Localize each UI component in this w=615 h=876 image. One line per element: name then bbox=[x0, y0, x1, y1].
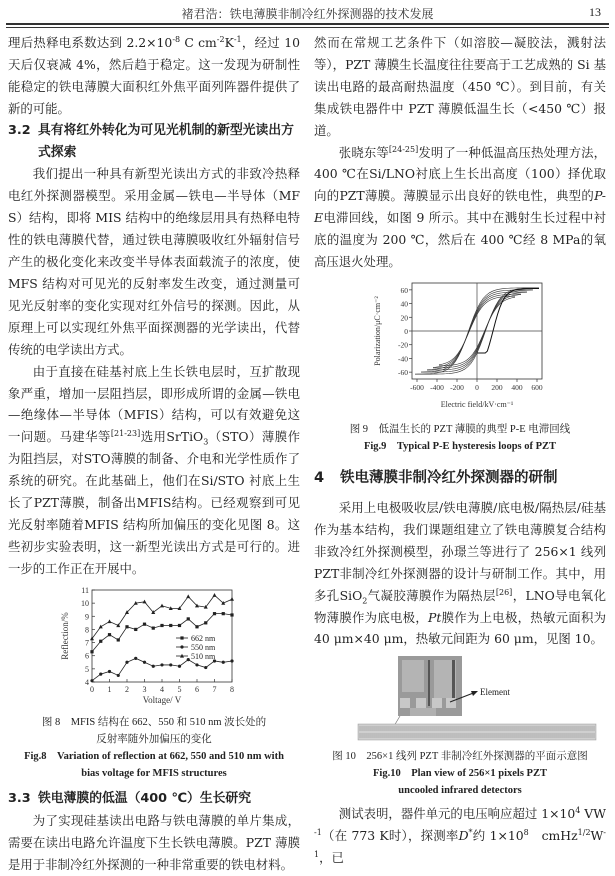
y-tick-label: -60 bbox=[398, 368, 408, 378]
caption-en-2: uncooled infrared detectors bbox=[398, 785, 522, 796]
x-tick-label: -400 bbox=[430, 383, 444, 392]
x-tick-label: 8 bbox=[230, 685, 234, 694]
caption-cn-2: 反射率随外加偏压的变化 bbox=[96, 734, 212, 745]
data-point bbox=[230, 659, 233, 662]
y-tick-label: 9 bbox=[85, 612, 89, 622]
x-tick-label: 0 bbox=[90, 685, 94, 694]
data-point bbox=[152, 627, 155, 630]
legend-label: 510 nm bbox=[191, 652, 216, 661]
data-point bbox=[187, 658, 190, 661]
data-point bbox=[99, 673, 102, 676]
data-point bbox=[213, 593, 217, 597]
x-tick-label: 3 bbox=[142, 685, 147, 694]
y-tick-label: -20 bbox=[398, 340, 408, 350]
x-tick-label: 400 bbox=[511, 383, 523, 392]
data-point bbox=[222, 661, 225, 664]
y-tick-label: 20 bbox=[400, 313, 408, 323]
data-point bbox=[178, 665, 181, 668]
pixel-element bbox=[432, 698, 442, 708]
y-axis-label: Polarization/μC·cm⁻² bbox=[373, 296, 382, 366]
paragraph: 张晓东等[24-25]发明了一种低温高压热处理方法，400 ℃在Si/LNO衬底上生长出高度（100）择优取向的PZT薄膜。薄膜显示出良好的铁电性，典型的P-E电滞回线，如图 9 所示。其中在溅射生长过程中衬底的温度为 200 ℃，然后在 400 ℃经 8 MPa的氧高压退火处理。 bbox=[314, 144, 607, 270]
section-title: 铁电薄膜非制冷红外探测器的研制 bbox=[340, 470, 558, 486]
arrow-head-icon bbox=[471, 691, 478, 696]
section-title: 铁电薄膜的低温（400 ℃）生长研究 bbox=[38, 791, 252, 806]
y-tick-label: 4 bbox=[85, 678, 89, 687]
x-tick-label: 2 bbox=[125, 685, 129, 694]
x-tick-label: 5 bbox=[177, 685, 182, 694]
element-pad bbox=[402, 660, 424, 692]
initial-branch bbox=[477, 289, 539, 353]
paragraph: 为了实现硅基读出电路与铁电薄膜的单片集成，需要在读出电路允许温度下生长铁电薄膜。PZT 薄膜是用于非制冷红外探测的一种非常重要的铁电材料。 bbox=[8, 812, 300, 872]
caption-en-1: Fig.8 Variation of reflection at 662, 550 and 510 nm with bbox=[24, 751, 284, 762]
data-point bbox=[108, 670, 111, 673]
section-title: 具有将红外转化为可见光机制的新型光读出方式探索 bbox=[38, 122, 294, 160]
data-point bbox=[108, 633, 111, 636]
data-point bbox=[125, 661, 128, 664]
section-heading-3-3 bbox=[8, 788, 300, 810]
figure-8-caption bbox=[8, 714, 300, 782]
x-tick-label: 200 bbox=[491, 383, 503, 392]
data-point bbox=[195, 625, 198, 628]
hysteresis-chart bbox=[366, 277, 566, 419]
page-number: 13 bbox=[589, 5, 601, 19]
figure-9-caption bbox=[314, 421, 606, 455]
data-point bbox=[108, 619, 112, 623]
data-point bbox=[160, 624, 163, 627]
y-tick-label: 7 bbox=[85, 638, 89, 648]
data-point bbox=[134, 657, 137, 660]
y-tick-label: 11 bbox=[81, 586, 89, 595]
x-tick-label: 0 bbox=[475, 383, 479, 392]
data-point bbox=[169, 663, 172, 666]
pixel-element bbox=[416, 698, 426, 708]
data-point bbox=[160, 604, 164, 608]
data-point bbox=[134, 628, 137, 631]
caption-en-1: Fig.10 Plan view of 256×1 pixels PZT bbox=[373, 768, 547, 779]
data-point bbox=[143, 661, 146, 664]
x-tick-label: -200 bbox=[450, 383, 464, 392]
data-point bbox=[213, 612, 216, 615]
y-tick-label: 60 bbox=[400, 285, 408, 295]
section-number: 4 bbox=[314, 470, 325, 486]
y-tick-label: 10 bbox=[81, 599, 89, 609]
pixel-element bbox=[446, 698, 456, 708]
y-tick-label: 5 bbox=[85, 664, 89, 674]
data-point bbox=[230, 597, 234, 601]
data-point bbox=[99, 640, 102, 643]
detector-plan-view bbox=[338, 654, 608, 746]
caption-en: Fig.9 Typical P-E hysteresis loops of PZT bbox=[363, 441, 557, 452]
data-point bbox=[99, 625, 103, 629]
header-rule-thin bbox=[6, 27, 609, 28]
paragraph: 采用上电极吸收层/铁电薄膜/底电极/隔热层/硅基作为基本结构，我们课题组建立了铁电薄膜复合结构非致冷红外探测模型，孙璟兰等进行了 256×1 线列 PZT非制冷红外探测器的设计与研制工作。其中，用多孔SiO$_2$气凝胶薄膜作为隔热层[26]，LNO导电氧化物薄膜作为底电极，Pt膜作为上电极，热敏元面积为 40 μm×40 μm，热敏元间距为 60 μm，见图 10。 bbox=[314, 500, 607, 647]
legend-marker bbox=[180, 636, 183, 639]
bus-bar bbox=[410, 708, 436, 716]
x-tick-label: 4 bbox=[160, 685, 164, 694]
y-tick-label: -40 bbox=[398, 354, 408, 364]
data-point bbox=[143, 600, 147, 604]
data-point bbox=[117, 638, 120, 641]
x-tick-label: 1 bbox=[107, 685, 112, 694]
data-point bbox=[204, 621, 207, 624]
series-line-550-nm bbox=[92, 658, 232, 680]
right-column-bottom bbox=[314, 803, 606, 869]
data-point bbox=[152, 665, 155, 668]
x-axis-label: Electric field/kV·cm⁻¹ bbox=[440, 400, 514, 409]
section-number: 3.3 bbox=[8, 791, 31, 806]
right-column bbox=[314, 32, 606, 273]
paragraph-continued: 然而在常规工艺条件下（如溶胶—凝胶法，溅射法等），PZT 薄膜生长温度往往要高于工艺成熟的 Si 基读出电路的最高耐热温度（450 ℃）。到目前，有关集成铁电器件中 PZT 薄膜低温生长（<450 ℃）报道。 bbox=[314, 35, 606, 138]
page-header bbox=[0, 0, 615, 30]
data-point bbox=[187, 617, 190, 620]
reflection-chart bbox=[56, 584, 266, 712]
x-tick-label: -600 bbox=[410, 383, 424, 392]
caption-en-2: bias voltage for MFIS structures bbox=[81, 768, 227, 779]
header-rule bbox=[6, 23, 609, 25]
legend-label: 550 nm bbox=[191, 643, 216, 652]
data-point bbox=[90, 679, 93, 682]
figure-10 bbox=[338, 654, 608, 746]
section-heading-4 bbox=[314, 467, 606, 489]
y-tick-label: 0 bbox=[404, 327, 408, 336]
figure-9 bbox=[366, 277, 566, 419]
y-tick-label: 40 bbox=[400, 299, 408, 309]
data-point bbox=[117, 674, 120, 677]
caption-cn: 图 9 低温生长的 PZT 薄膜的典型 P-E 电滞回线 bbox=[349, 424, 571, 435]
right-column-section-4 bbox=[314, 467, 606, 650]
data-point bbox=[125, 625, 128, 628]
figure-10-caption bbox=[314, 748, 606, 799]
caption-cn: 图 10 256×1 线列 PZT 非制冷红外探测器的平面示意图 bbox=[332, 751, 588, 762]
data-point bbox=[222, 612, 225, 615]
data-point bbox=[204, 666, 207, 669]
paragraph-continued: 理后热释电系数达到 $2.2\times 10^{-8}$ C $cm^{-2}K^{-1}$，经过 10 天后仅衰减 4%，然后趋于稳定。这一发现为研制性能稳定的铁电薄膜大面积红外焦平面列阵器件提供了新的可能。 bbox=[8, 34, 301, 116]
data-point bbox=[90, 650, 93, 653]
data-point bbox=[160, 663, 163, 666]
data-point bbox=[195, 663, 198, 666]
legend-marker bbox=[180, 645, 183, 648]
section-heading-3-2 bbox=[8, 120, 300, 164]
x-tick-label: 6 bbox=[195, 685, 199, 694]
running-title: 褚君浩：铁电薄膜非制冷红外探测器的技术发展 bbox=[181, 7, 434, 21]
y-axis-label: Reflection/% bbox=[60, 612, 70, 660]
legend-label: 662 nm bbox=[191, 634, 216, 643]
element-label: Element bbox=[480, 687, 510, 697]
data-point bbox=[143, 623, 146, 626]
left-column bbox=[8, 32, 300, 580]
x-tick-label: 7 bbox=[212, 685, 217, 694]
y-tick-label: 8 bbox=[85, 625, 89, 635]
data-point bbox=[178, 624, 181, 627]
linear-array bbox=[358, 724, 596, 740]
left-column-bottom bbox=[8, 788, 300, 876]
data-point bbox=[169, 624, 172, 627]
x-axis-label: Voltage/ V bbox=[142, 695, 182, 705]
y-tick-label: 6 bbox=[85, 651, 89, 661]
data-point bbox=[230, 613, 233, 616]
pixel-element bbox=[400, 698, 410, 708]
paragraph: 由于直接在硅基衬底上生长铁电层时，互扩散现象严重，增加一层阻挡层，即形成所谓的金属—铁电—绝缘体—半导体（MFIS）结构，可以有效避免这一问题。马建华等[21-23]选用SrTiO$_3$（STO）薄膜作为阻挡层，对STO薄膜的制备、介电和光学性质作了系统的研究。在此基础上，他们在Si/STO 衬底上生长了PZT薄膜，制备出MFIS结构。已经观察到可见光反射率随着MFIS 结构所加偏压的变化见图 8。这些初步实验表明，这一新型光读出方式是可行的。进一步的工作正在开展中。 bbox=[8, 363, 301, 576]
paragraph: 我们提出一种具有新型光读出方式的非致冷热释电红外探测器模型。采用金属—铁电—半导体（MFS）结构，即将 MIS 结构中的绝缘层用具有热释电特性的铁电薄膜代替，通过铁电薄膜吸收红外辐射信号产生的极化变化来改变半导体表面载流子的浓度，使 MFS 结构对可见光的反射率发生改变，通过测量可见光反射率的变化实现对红外信号的探测。因此，从原理上可以实现红外焦平面探测器的光学读出，代替传统的电学读出方式。 bbox=[8, 166, 300, 357]
section-number: 3.2 bbox=[8, 122, 31, 138]
paragraph: 测试表明，器件单元的电压响应超过 $1\times 10^4$ $VW^{-1}$（在 773 K时），探测率D*约 $1\times 10^8$ $cmHz^{1/2}W^{-1}$，已 bbox=[314, 805, 606, 865]
data-point bbox=[186, 594, 190, 598]
figure-8 bbox=[56, 584, 266, 712]
x-tick-label: 600 bbox=[531, 383, 543, 392]
caption-cn-1: 图 8 MFIS 结构在 662、550 和 510 nm 波长处的 bbox=[41, 717, 267, 728]
lead-line bbox=[428, 660, 430, 706]
